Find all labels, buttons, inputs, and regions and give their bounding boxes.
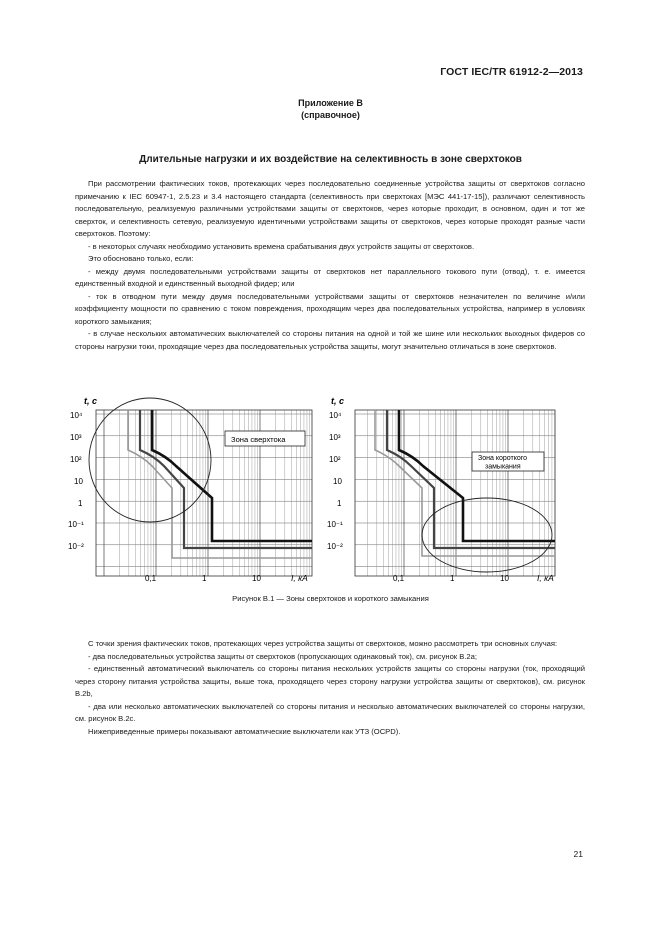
zone-label: Зона сверхтока: [231, 435, 286, 444]
paragraph: При рассмотрении фактических токов, протекающих через последовательно соединенные устройства защиты от сверхтоков согласно примечанию к IEC 60947-1, 2.5.23 и 3.4 настоящего стандарта (селективность при сверхтоках [МЭС 441-17-15]), различают селективность последовательную, реализуемую различными устройствами защиты от сверхтоков, через которые проходит, в основном, один и тот же сверхток, и селективность сетевую, реализуемую идентичными устройствами защиты от сверхтоков, через которые проходят разные части сверхтоков. Поэтому:: [75, 179, 585, 238]
figure-caption: Рисунок В.1 — Зоны сверхтоков и короткого замыкания: [232, 594, 429, 603]
figure-b1: [60, 388, 590, 588]
y-tick: 10³: [329, 433, 341, 442]
body-text-2: [75, 638, 585, 738]
x-tick: 10: [252, 574, 261, 583]
x-tick: 0,1: [393, 574, 405, 583]
y-tick: 10⁻²: [327, 542, 343, 551]
appendix-type: (справочное): [301, 110, 360, 120]
left-panel: [68, 396, 312, 583]
page-number: 21: [573, 849, 583, 859]
figure-b1-graph: [60, 388, 590, 588]
y-tick: 1: [78, 499, 83, 508]
y-tick: 10⁴: [70, 411, 83, 420]
x-tick: 1: [202, 574, 207, 583]
y-tick: 10³: [70, 433, 82, 442]
page-header-standard: ГОСТ IEC/TR 61912-2—2013: [440, 66, 583, 78]
y-tick: 10: [74, 477, 83, 486]
paragraph: - между двумя последовательными устройствами защиты от сверхтоков нет параллельного токового пути (отвод), т. е. имеется единственный входной и единственный выходной фидер; или: [75, 266, 585, 288]
paragraph: - два или несколько автоматических выключателей со стороны питания и несколько автоматических выключателей со стороны нагрузки, см. рисунок В.2с.: [75, 701, 585, 723]
y-tick: 10⁻²: [68, 542, 84, 551]
appendix-label: Приложение В: [298, 98, 363, 108]
y-tick: 10⁴: [329, 411, 342, 420]
x-axis-label: I, кА: [537, 573, 554, 583]
short-circuit-zone-ellipse: [422, 498, 552, 572]
overcurrent-zone-ellipse: [89, 398, 211, 522]
y-axis-label: t, с: [331, 396, 345, 406]
curve-light: [375, 410, 555, 556]
section-heading: Длительные нагрузки и их воздействие на селективность в зоне сверхтоков: [139, 154, 522, 165]
y-tick: 10²: [329, 455, 341, 464]
zone-label-line1: Зона короткого: [478, 455, 528, 462]
curve-dark: [152, 410, 312, 541]
right-panel: [327, 396, 555, 583]
paragraph: - в некоторых случаях необходимо установить времена срабатывания двух устройств защиты от сверхтоков.: [88, 241, 475, 251]
paragraph: - ток в отводном пути между двумя последовательными устройствами защиты от сверхтоков незначителен по величине и/или коэффициенту мощности по сравнению с током повреждения, проходящим через два последовательных устройства, например в условиях короткого замыкания;: [75, 291, 585, 326]
paragraph: Нижеприведенные примеры показывают автоматические выключатели как УТЗ (OCPD).: [88, 726, 401, 736]
x-axis-label: I, кА: [291, 573, 308, 583]
y-tick: 10: [333, 477, 342, 486]
y-tick: 10²: [70, 455, 82, 464]
zone-label-line2: замыкания: [485, 463, 521, 471]
y-tick: 1: [337, 499, 342, 508]
x-tick: 1: [450, 574, 455, 583]
appendix-title: [0, 97, 661, 121]
y-tick: 10⁻¹: [327, 520, 343, 529]
y-axis-label: t, с: [84, 396, 98, 406]
x-tick: 0,1: [145, 574, 157, 583]
paragraph: - единственный автоматический выключатель со стороны питания нескольких устройств защиты со стороны нагрузки (ток, проходящий через сторону питания устройства защиты, выше тока, проходящего через сторону нагрузки устройства защиты от сверхтоков), см. рисунок В.2b,: [75, 664, 585, 698]
x-tick: 10: [500, 574, 509, 583]
y-tick: 10⁻¹: [68, 520, 84, 529]
paragraph: - два последовательных устройства защиты от сверхтоков (пропускающих одинаковый ток), см. рисунок В.2а;: [88, 651, 477, 661]
paragraph: Это обосновано только, если:: [88, 254, 194, 263]
body-text-1: [75, 178, 585, 353]
paragraph: С точки зрения фактических токов, протекающих через устройства защиты от сверхтоков, можно рассмотреть три основных случая:: [88, 639, 558, 648]
paragraph: - в случае нескольких автоматических выключателей со стороны питания на одной и той же шине или нескольких выходных фидеров со стороны нагрузки токи, проходящие через два последовательных устройства защиты, могут значительно отличаться в зоне сверхтоков.: [75, 329, 585, 351]
